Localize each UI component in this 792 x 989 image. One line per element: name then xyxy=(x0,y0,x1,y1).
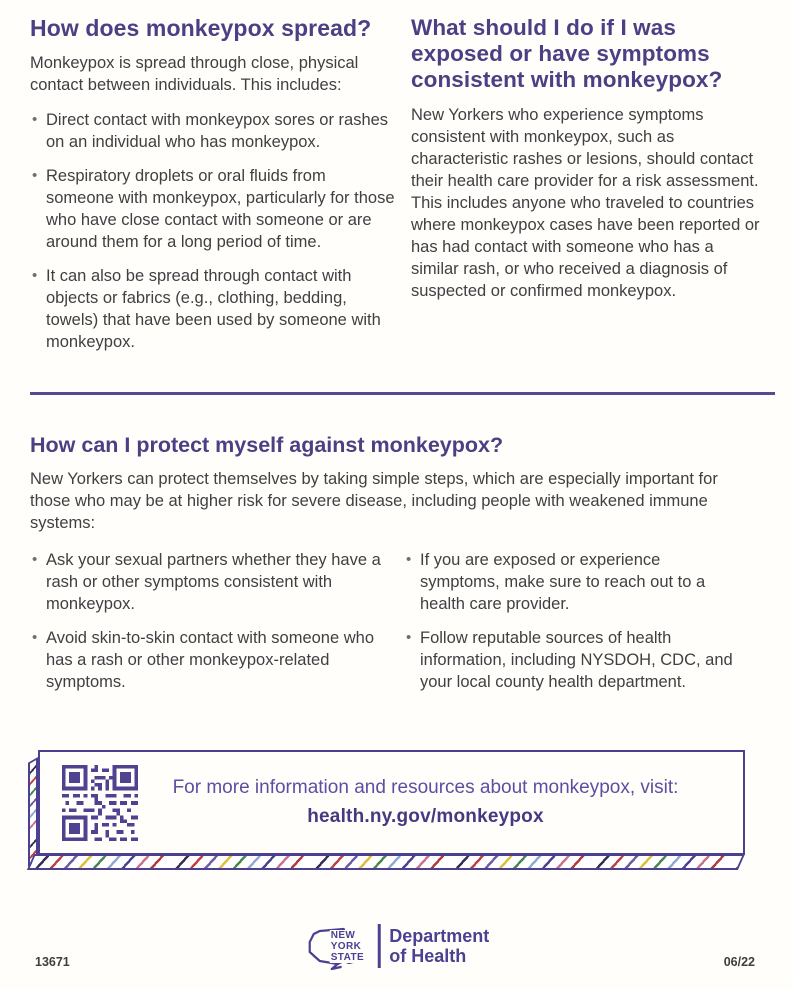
section-protect-myself xyxy=(0,395,792,705)
logo-word-new: NEW xyxy=(330,930,356,941)
section-title-protect: How can I protect myself against monkeypox? xyxy=(30,433,504,458)
spread-intro-text: Monkeypox is spread through close, physical contact between individuals. This includes: xyxy=(30,54,359,95)
section-title-spread: How does monkeypox spread? xyxy=(30,15,372,41)
form-number: 13671 xyxy=(35,955,70,969)
list-item: • Ask your sexual partners whether they have a rash or other symptoms consistent with monkeypox. xyxy=(30,549,384,615)
protect-bullet-columns xyxy=(30,547,758,705)
list-item: • Follow reputable sources of health information, including NYSDOH, CDC, and your local county health department. xyxy=(404,627,738,693)
logo-word-state: STATE xyxy=(330,952,365,963)
list-item: • It can also be spread through contact with objects or fabrics (e.g., clothing, bedding, towels) that have been used by someone with monkeypox. xyxy=(30,265,398,353)
section-title-exposed: What should I do if I was exposed or have symptoms consistent with monkeypox? xyxy=(411,15,723,92)
section-how-monkeypox-spreads xyxy=(30,15,398,365)
protect-bullet-list-right xyxy=(404,549,758,705)
spread-bullet-list xyxy=(30,109,398,353)
list-item: • Respiratory droplets or oral fluids from someone with monkeypox, particularly for those who have close contact with someone or are around them for a long period of time. xyxy=(30,165,398,253)
protect-intro-text: New Yorkers can protect themselves by taking simple steps, which are especially important for those who may be at higher risk for severe disease, including people with weakened immune systems: xyxy=(30,470,718,533)
exposed-body-text: New Yorkers who experience symptoms consistent with monkeypox, such as characteristic rashes or lesions, should contact their health care provider for a risk assessment. This includes anyone who traveled to countries where monkeypox cases have been reported or has had contact with someone who has a similar rash, or who received a diagnosis of suspected or confirmed monkeypox. xyxy=(411,106,760,300)
list-item: • Avoid skin-to-skin contact with someone who has a rash or other monkeypox-related symptoms. xyxy=(30,627,384,693)
logo-dept-line1: Department xyxy=(389,925,490,946)
info-box-inner xyxy=(38,750,745,855)
info-text-block xyxy=(138,777,743,828)
monkeypox-url-link[interactable]: health.ny.gov/monkeypox xyxy=(307,806,544,827)
qr-code-icon xyxy=(62,765,138,841)
ny-state-outline-icon xyxy=(303,919,369,975)
ribbon-stripe-decoration-left xyxy=(28,757,38,867)
top-columns xyxy=(0,0,792,365)
footer xyxy=(0,915,792,979)
ribbon-stripe-decoration-bottom xyxy=(27,854,745,870)
logo-dept-line2: of Health xyxy=(389,946,467,966)
info-box xyxy=(38,750,745,855)
section-exposed-symptoms xyxy=(406,15,762,365)
nys-department-of-health-logo xyxy=(303,919,490,975)
logo-divider-bar xyxy=(378,924,381,968)
logo-department-text xyxy=(389,926,489,968)
logo-word-york: YORK xyxy=(330,941,362,952)
list-item: • Direct contact with monkeypox sores or rashes on an individual who has monkeypox. xyxy=(30,109,398,153)
date-code: 06/22 xyxy=(723,955,755,969)
protect-bullet-list-left xyxy=(30,549,404,705)
list-item: • If you are exposed or experience symptoms, make sure to reach out to a health care provider. xyxy=(404,549,738,615)
info-message: For more information and resources about monkeypox, visit: xyxy=(172,777,679,798)
logo-state-words xyxy=(330,930,365,963)
